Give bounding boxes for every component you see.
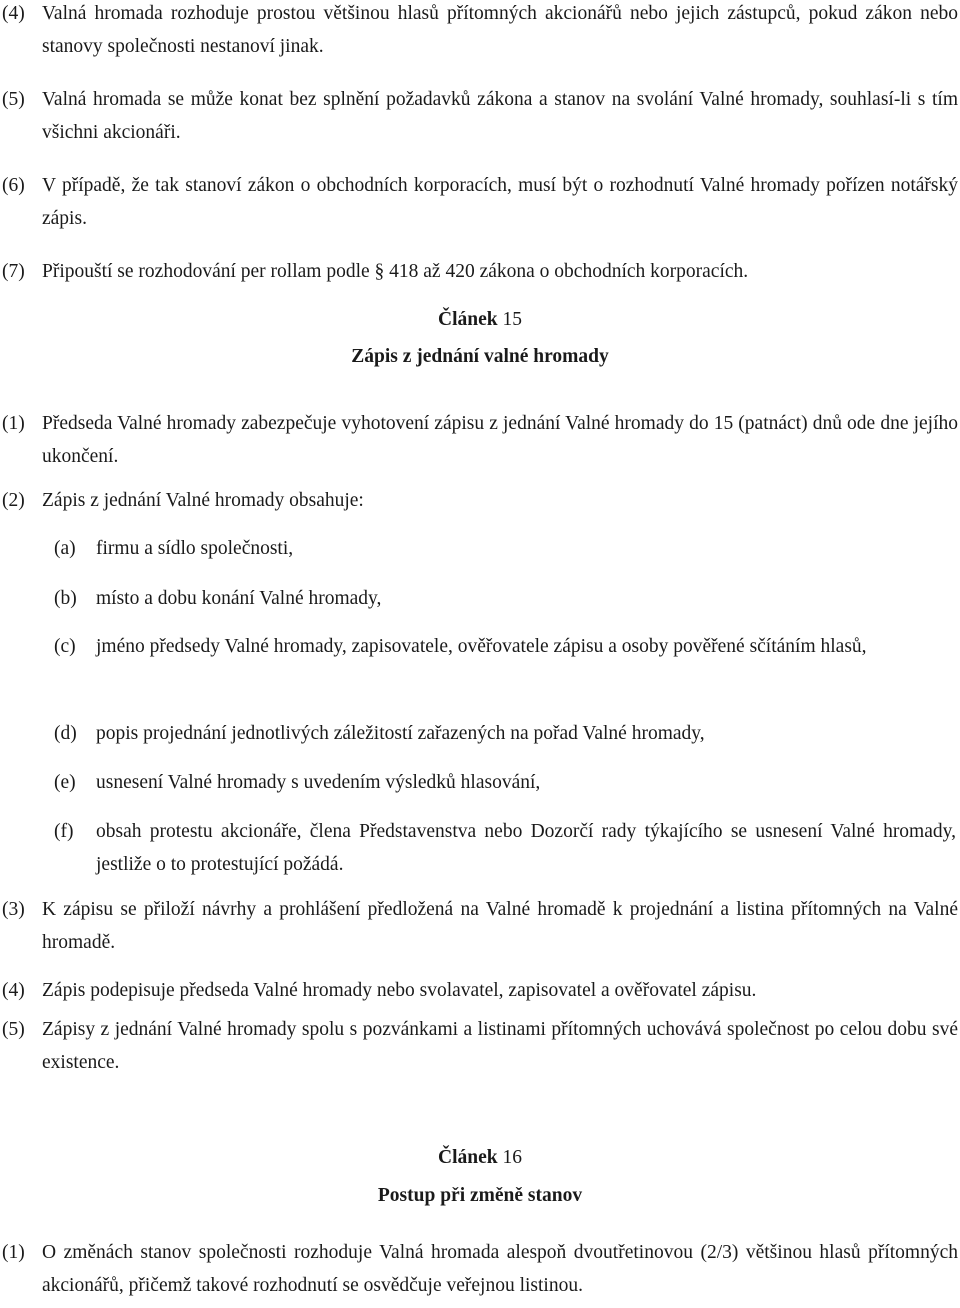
paragraph-text: Připouští se rozhodování per rollam podle § 418 až 420 zákona o obchodních korporacích.	[42, 261, 749, 282]
item-letter: (a)	[54, 538, 76, 559]
paragraph-number: (3)	[2, 899, 25, 920]
paragraph-text: Zápis podepisuje předseda Valné hromady nebo svolavatel, zapisovatel a ověřovatel zápisu.	[42, 980, 757, 1001]
article-label-number: 15	[497, 309, 522, 330]
item-text: firmu a sídlo společnosti,	[96, 538, 294, 559]
item-letter: (b)	[54, 588, 77, 609]
paragraph-number: (6)	[2, 175, 25, 196]
article-label-number: 16	[497, 1147, 522, 1168]
paragraph-text: Zápisy z jednání Valné hromady spolu s pozvánkami a listinami přítomných uchovává společnost po celou dobu své existence.	[42, 1019, 958, 1073]
article-16-label	[0, 1143, 960, 1173]
item-letter: (f)	[54, 821, 74, 842]
article-16-title	[0, 1181, 960, 1211]
list-item-c	[54, 630, 956, 663]
list-item-a	[54, 532, 956, 565]
item-letter: (d)	[54, 723, 77, 744]
paragraph-5	[2, 83, 958, 149]
item-text: popis projednání jednotlivých záležitostí zařazených na pořad Valné hromady,	[96, 723, 705, 744]
list-item-f	[54, 815, 956, 881]
item-text: usnesení Valné hromady s uvedením výsledků hlasování,	[96, 772, 541, 793]
article-15-paragraph-1	[2, 407, 958, 473]
paragraph-text: O změnách stanov společnosti rozhoduje Valná hromada alespoň dvoutřetinovou (2/3) většinou hlasů přítomných akcionářů, přičemž takové rozhodnutí se osvědčuje veřejnou listinou.	[42, 1242, 958, 1296]
article-15-paragraph-4	[2, 974, 958, 1007]
article-15-paragraph-5	[2, 1013, 958, 1079]
item-text: jméno předsedy Valné hromady, zapisovatele, ověřovatele zápisu a osoby pověřené sčítáním hlasů,	[96, 636, 867, 657]
item-letter: (e)	[54, 772, 76, 793]
paragraph-text: Zápis z jednání Valné hromady obsahuje:	[42, 490, 364, 511]
paragraph-7	[2, 255, 958, 288]
article-label-word: Článek	[438, 1147, 498, 1168]
list-item-b	[54, 582, 956, 615]
paragraph-number: (7)	[2, 261, 25, 282]
item-letter: (c)	[54, 636, 76, 657]
paragraph-text: Valná hromada rozhoduje prostou většinou hlasů přítomných akcionářů nebo jejich zástupců, pokud zákon nebo stanovy společnosti nestanoví jinak.	[42, 3, 958, 57]
article-title: Postup při změně stanov	[377, 1185, 583, 1206]
paragraph-number: (1)	[2, 1242, 25, 1263]
article-label-word: Článek	[438, 309, 498, 330]
item-text: obsah protestu akcionáře, člena Představenstva nebo Dozorčí rady týkajícího se usnesení Valné hromady, jestliže o to protestující požádá.	[96, 821, 956, 875]
article-16-paragraph-1	[2, 1236, 958, 1302]
paragraph-4	[2, 0, 958, 63]
paragraph-number: (2)	[2, 490, 25, 511]
article-title: Zápis z jednání valné hromady	[351, 346, 609, 367]
paragraph-text: K zápisu se přiloží návrhy a prohlášení předložená na Valné hromadě k projednání a listina přítomných na Valné hromadě.	[42, 899, 958, 953]
paragraph-6	[2, 169, 958, 235]
article-15-paragraph-2	[2, 484, 958, 517]
paragraph-text: Valná hromada se může konat bez splnění požadavků zákona a stanov na svolání Valné hromady, souhlasí-li s tím všichni akcionáři.	[42, 89, 958, 143]
article-15-title	[0, 342, 960, 372]
list-item-d	[54, 717, 956, 750]
article-15-label	[0, 305, 960, 335]
paragraph-number: (5)	[2, 1019, 25, 1040]
paragraph-number: (1)	[2, 413, 25, 434]
item-text: místo a dobu konání Valné hromady,	[96, 588, 382, 609]
list-item-e	[54, 766, 956, 799]
paragraph-number: (4)	[2, 980, 25, 1001]
paragraph-text: Předseda Valné hromady zabezpečuje vyhotovení zápisu z jednání Valné hromady do 15 (patnáct) dnů ode dne jejího ukončení.	[42, 413, 958, 467]
paragraph-number: (4)	[2, 3, 25, 24]
article-15-paragraph-3	[2, 893, 958, 959]
paragraph-text: V případě, že tak stanoví zákon o obchodních korporacích, musí být o rozhodnutí Valné hromady pořízen notářský zápis.	[42, 175, 958, 229]
paragraph-number: (5)	[2, 89, 25, 110]
